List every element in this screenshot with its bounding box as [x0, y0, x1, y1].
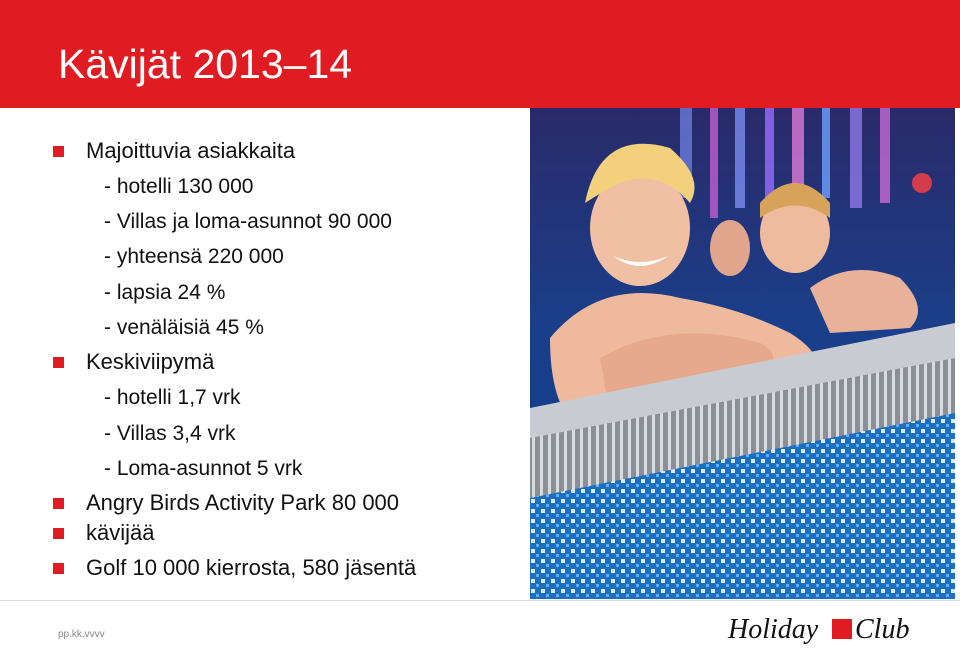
sub-hotelli-count: - hotelli 130 000 [104, 175, 254, 198]
sub-hotelli-stay: - hotelli 1,7 vrk [104, 386, 241, 409]
sub-villas-stay: - Villas 3,4 vrk [104, 422, 236, 445]
footer-date: pp.kk.vvvv [58, 629, 105, 640]
bullet-angry-birds-continuation: kävijää [86, 520, 155, 545]
pool-photo-svg [530, 108, 955, 599]
sub-total-count: - yhteensä 220 000 [104, 245, 284, 268]
bullet-majoittuvia: Majoittuvia asiakkaita [86, 138, 296, 163]
slide-title: Kävijät 2013–14 [58, 41, 353, 87]
sub-children-percent: - lapsia 24 % [104, 281, 226, 304]
sub-loma-asunnot-stay: - Loma-asunnot 5 vrk [104, 457, 303, 480]
bullet-keskiviipyma: Keskiviipymä [86, 349, 215, 374]
bullet-angry-birds: Angry Birds Activity Park 80 000 [86, 490, 400, 515]
logo-red-square [832, 619, 852, 639]
pool-photo-image [530, 108, 955, 599]
holiday-club-logo [728, 612, 918, 648]
footer-divider [0, 600, 960, 601]
logo-club-text: Club [855, 614, 910, 645]
sub-villas-count: - Villas ja loma-asunnot 90 000 [104, 210, 392, 233]
title-bar [0, 0, 960, 108]
bullet-golf: Golf 10 000 kierrosta, 580 jäsentä [86, 555, 417, 580]
logo-holiday-text: Holiday [728, 614, 819, 645]
sub-russians-percent: - venäläisiä 45 % [104, 316, 264, 339]
